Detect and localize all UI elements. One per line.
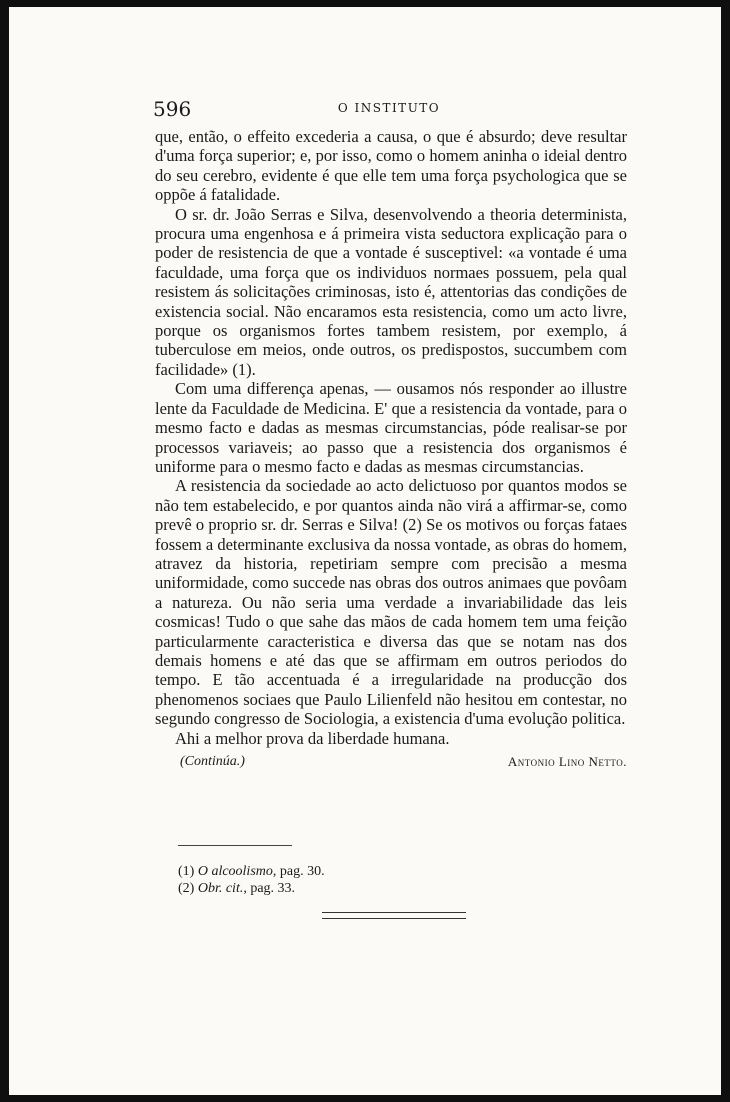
footnote <box>178 863 325 880</box>
page-header <box>153 97 625 121</box>
end-rule-bottom <box>322 918 466 919</box>
paragraph: O sr. dr. João Serras e Silva, desenvolvendo a theoria determinista, procura uma engenhosa e á primeira vista seductora explicação para o poder de resistencia de que a vontade é susceptivel: «a vontade é uma faculdade, uma força que os individuos normaes possuem, pela qual resistem ás solicitações criminosas, isto é, attentorias das condições de existencia social. Não encaramos esta resistencia, como um acto livre, porque os organismos fortes tambem resistem, por exemplo, á tuberculose em meios, onde outros, os predispostos, succumbem com facilidade» (1). <box>155 204 627 379</box>
footnotes <box>178 863 325 897</box>
article-body <box>155 127 627 772</box>
footnote-marker: (1) <box>178 864 195 879</box>
footnote-ref: , pag. 30. <box>272 864 325 879</box>
footnote-rule <box>178 845 292 846</box>
footnote-ref: , pag. 33. <box>243 881 296 896</box>
paragraph: que, então, o effeito excederia a causa, o que é absurdo; deve resultar d'uma força superior; e, por isso, como o homem aninha o ideial dentro do seu cerebro, evidente é que elle tem uma força psychologica que se oppõe á fatalidade. <box>155 127 627 205</box>
paragraph: Ahi a melhor prova da liberdade humana. <box>175 728 450 748</box>
continued-note: (Continúa.) <box>180 754 245 769</box>
author-signature: Antonio Lino Netto. <box>507 754 627 769</box>
footnote-marker: (2) <box>178 881 195 896</box>
footnote <box>178 880 325 897</box>
paragraph: Com uma differença apenas, — ousamos nós responder ao illustre lente da Faculdade de Medicina. E' que a resistencia da vontade, para o mesmo facto e dadas as mesmas circumstancias, póde realisar-se por processos variaveis; ao passo que a resistencia dos organismos é uniforme para o mesmo facto e dadas as mesmas circumstancias. <box>155 379 627 476</box>
paragraph: A resistencia da sociedade ao acto delictuoso por quantos modos se não tem estabelecido, e por quantos ainda não virá a affirmar-se, como prevê o proprio sr. dr. Serras e Silva! (2) Se os motivos ou forças fataes fossem a determinante exclusiva da nossa vontade, as obras do homem, atravez da historia, repetiriam sempre com precisão a mesma uniformidade, como succede nas obras dos outros animaes que povôam a natureza. Ou não seria uma verdade a invariabilidade das leis cosmicas! Tudo o que sahe das mãos de cada homem tem uma feição particularmente caracteristica e diversa das que se notam nas dos demais homens e até das que se affirmam em outros periodos do tempo. E tão accentuada é a irregularidade na producção dos phenomenos sociaes que Paulo Lilienfeld não hesitou em contestar, no segundo congresso de Sociologia, a existencia d'uma evolução politica. <box>155 476 627 729</box>
footnote-title: Obr. cit. <box>197 881 244 896</box>
footnote-title: O alcoolismo <box>197 864 273 879</box>
end-rule-top <box>322 912 466 913</box>
running-title: O INSTITUTO <box>337 101 441 115</box>
signature-row <box>155 752 627 772</box>
page-number: 596 <box>153 97 192 121</box>
